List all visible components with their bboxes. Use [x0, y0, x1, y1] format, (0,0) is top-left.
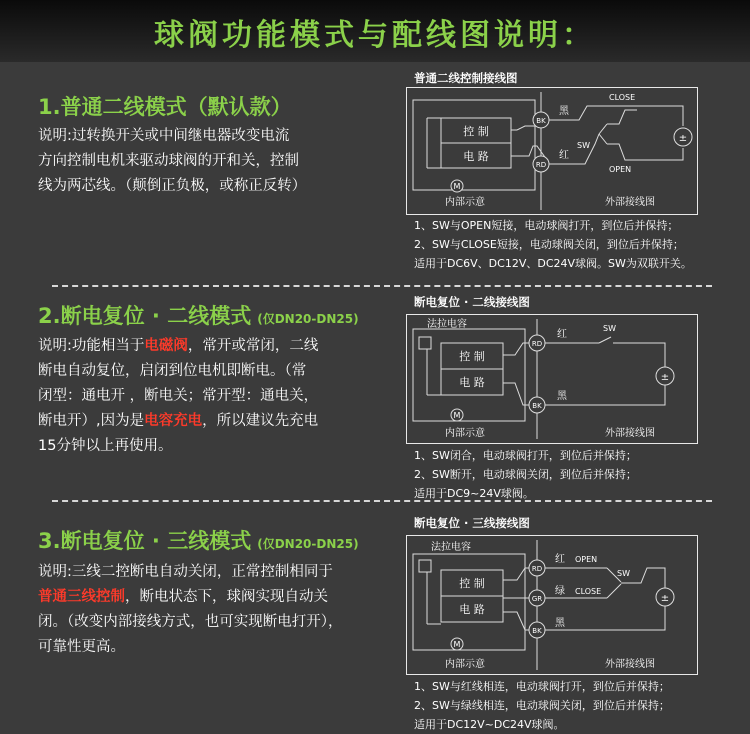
section-3 [0, 503, 750, 732]
terminal-rd: RD [531, 565, 543, 573]
wire-color-label: 绿 [555, 586, 565, 597]
desc-line [38, 409, 358, 434]
section-1-title-text: 1.普通二线模式（默认款） [38, 95, 292, 119]
desc-text: 说明:三线二控断电自动关闭，正常控制相同于 [38, 564, 333, 580]
section-1-notes [414, 216, 692, 273]
section-1-description [38, 124, 358, 199]
ctrl-label-bottom: 电 路 [459, 603, 485, 616]
desc-line [38, 359, 358, 384]
desc-text: 断电自动复位，启闭到位电机即断电。（常 [38, 363, 307, 379]
inner-label: 内部示意 [445, 428, 485, 439]
desc-text: 闭型：通电开 ，断电关；常开型：通电关， [38, 388, 319, 404]
wiring-diagram-3 [406, 535, 698, 675]
section-divider [52, 285, 712, 287]
switch-label: SW [617, 569, 630, 578]
terminal-bk: BK [532, 627, 542, 635]
section-2 [0, 288, 750, 500]
desc-line [38, 334, 358, 359]
desc-text: 断电开）,因为是 [38, 413, 145, 429]
note-line: 1、SW与红线相连，电动球阀打开，到位后并保持； [414, 680, 670, 693]
ctrl-label-bottom: 电 路 [463, 150, 489, 163]
section-2-description [38, 334, 358, 459]
close-label: CLOSE [609, 93, 636, 102]
section-2-notes [414, 446, 637, 503]
terminal-bk: BK [536, 117, 546, 125]
highlight-text: 普通三线控制 [38, 589, 125, 605]
desc-line: 方向控制电机来驱动球阀的开和关，控制 [38, 153, 299, 169]
inner-label: 内部示意 [445, 659, 485, 670]
highlight-text: 电磁阀 [144, 338, 188, 354]
power-source: ± [678, 133, 688, 144]
section-1 [0, 62, 750, 282]
wire-color-label: 黑 [557, 391, 567, 402]
desc-line: 说明:过转换开关或中间继电器改变电流 [38, 128, 290, 144]
section-1-title [38, 91, 292, 121]
open-label: OPEN [609, 165, 632, 174]
power-source: ± [660, 372, 670, 383]
wire-color-label: 红 [555, 554, 565, 565]
section-3-title-text: 3.断电复位 · 三线模式 [38, 529, 252, 553]
motor-symbol: M [453, 411, 461, 420]
ctrl-label-top: 控 制 [463, 125, 489, 138]
section-divider [52, 500, 712, 502]
ctrl-label-top: 控 制 [459, 350, 485, 363]
desc-text: ，断电状态下，球阀实现自动关 [125, 589, 328, 605]
note-line: 适用于DC6V、DC12V、DC24V球阀。SW为双联开关。 [414, 257, 692, 270]
section-3-panel [404, 515, 708, 731]
desc-text: 说明:功能相当于 [38, 338, 145, 354]
desc-text: ，所以建议先充电 [202, 413, 319, 429]
desc-line [38, 384, 358, 409]
note-line: 适用于DC9~24V球阀。 [414, 487, 534, 500]
section-3-title [38, 525, 359, 555]
desc-text: 15分钟以上再使用。 [38, 438, 173, 454]
outer-label: 外部接线图 [605, 428, 655, 439]
wiring-diagram-svg [407, 88, 697, 214]
section-3-notes [414, 677, 670, 734]
page-header [0, 0, 750, 62]
wiring-diagram-2 [406, 314, 698, 444]
terminal-rd: RD [531, 340, 543, 348]
motor-symbol: M [453, 182, 461, 191]
motor-symbol: M [453, 640, 461, 649]
section-2-title-text: 2.断电复位 · 二线模式 [38, 304, 252, 328]
note-line: 2、SW与绿线相连，电动球阀关闭，到位后并保持； [414, 699, 670, 712]
terminal-gr: GR [531, 595, 543, 603]
note-line: 1、SW与OPEN短接，电动球阀打开，到位后并保持； [414, 219, 679, 232]
outer-label: 外部接线图 [605, 659, 655, 670]
wiring-diagram-1 [406, 87, 698, 215]
desc-text: ，常开或常闭，二线 [187, 338, 319, 354]
note-line: 2、SW断开，电动球阀关闭，到位后并保持； [414, 468, 637, 481]
desc-line: 线为两芯线。（颠倒正负极，或称正反转） [38, 178, 307, 194]
note-line: 1、SW闭合，电动球阀打开，到位后并保持； [414, 449, 637, 462]
desc-line [38, 635, 388, 660]
wire-color-label: 红 [557, 329, 567, 340]
note-line: 2、SW与CLOSE短接，电动球阀关闭，到位后并保持； [414, 238, 684, 251]
desc-text: 可靠性更高。 [38, 639, 125, 655]
wiring-diagram-svg [407, 315, 697, 443]
panel-title: 断电复位 · 三线接线图 [414, 516, 530, 530]
capacitor-label: 法拉电容 [427, 319, 467, 330]
outer-label: 外部接线图 [605, 197, 655, 208]
switch-label: SW [603, 324, 616, 333]
wire-color-label: 红 [559, 150, 569, 161]
highlight-text: 电容充电 [144, 413, 203, 429]
desc-line [38, 560, 388, 585]
ctrl-label-top: 控 制 [459, 577, 485, 590]
desc-line [38, 585, 388, 610]
section-2-title-suffix: (仅DN20-DN25) [257, 312, 359, 326]
section-2-panel [404, 294, 708, 500]
ctrl-label-bottom: 电 路 [459, 376, 485, 389]
section-3-description [38, 560, 388, 660]
close-label: CLOSE [575, 587, 602, 596]
wire-color-label: 黑 [555, 618, 565, 629]
wiring-diagram-svg [407, 536, 697, 674]
section-1-panel [404, 70, 708, 270]
note-line: 适用于DC12V~DC24V球阀。 [414, 718, 565, 731]
open-label: OPEN [575, 555, 598, 564]
desc-line [38, 610, 388, 635]
desc-line [38, 434, 358, 459]
power-source: ± [660, 593, 670, 604]
wire-color-label: 黑 [559, 106, 569, 117]
capacitor-label: 法拉电容 [431, 542, 471, 553]
panel-title: 断电复位 · 二线接线图 [414, 295, 530, 309]
terminal-bk: BK [532, 402, 542, 410]
switch-label: SW [577, 141, 590, 150]
section-3-title-suffix: (仅DN20-DN25) [257, 537, 359, 551]
inner-label: 内部示意 [445, 197, 485, 208]
page-title: 球阀功能模式与配线图说明： [154, 18, 596, 53]
section-2-title [38, 300, 359, 330]
panel-title: 普通二线控制接线图 [414, 71, 518, 85]
terminal-rd: RD [535, 161, 547, 169]
desc-text: 闭。（改变内部接线方式，也可实现断电打开）， [38, 614, 343, 630]
